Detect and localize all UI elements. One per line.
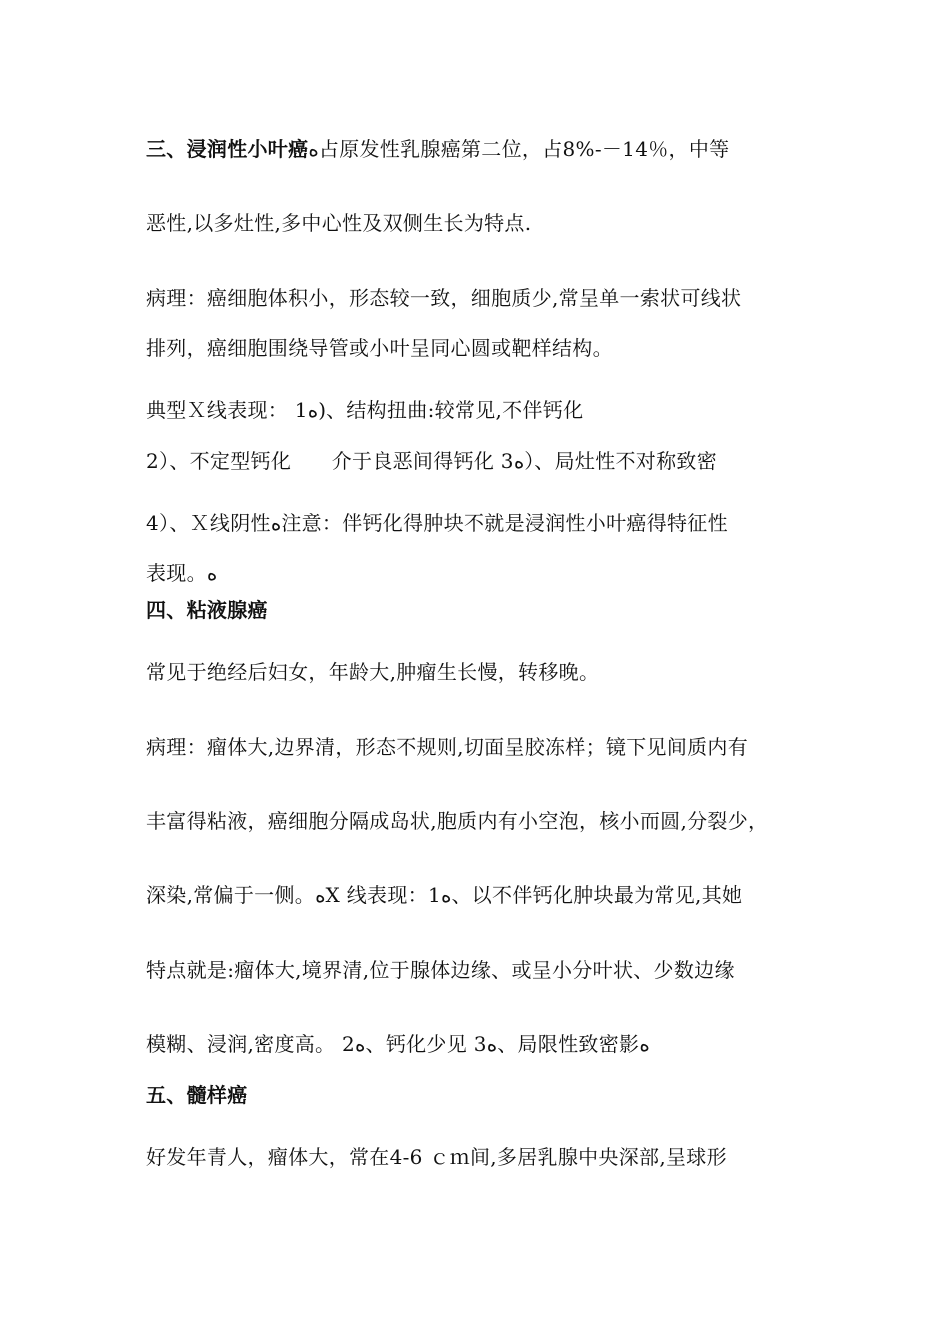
section-3-xray-line-2: 2）、不定型钙化 介于良恶间得钙化 3ﻩ）、局灶性不对称致密 bbox=[146, 449, 717, 473]
section-3-xray-line-3: 4）、Ｘ线阴性ﻩ注意：伴钙化得肿块不就是浸润性小叶癌得特征性 bbox=[146, 511, 728, 535]
section-4-xray-line-2: 模糊、浸润,密度高。 2ﻩ、钙化少见 3ﻩ、局限性致密影ﻩ bbox=[146, 1032, 650, 1056]
section-4-heading: 四、粘液腺癌 bbox=[146, 598, 268, 622]
section-3-intro-line-2: 恶性,以多灶性,多中心性及双侧生长为特点. bbox=[146, 211, 532, 235]
section-4-intro-line: 常见于绝经后妇女，年龄大,肿瘤生长慢，转移晚。 bbox=[146, 660, 600, 684]
section-4-pathology-line-1: 病理：瘤体大,边界清，形态不规则,切面呈胶冻样；镜下见间质内有 bbox=[146, 735, 749, 759]
section-4-pathology-line-3: 深染,常偏于一侧。ﻩX 线表现：1ﻩ、以不伴钙化肿块最为常见,其她 bbox=[146, 883, 743, 907]
section-3-xray-line-1: 典型Ｘ线表现： 1ﻩ)、结构扭曲:较常见,不伴钙化 bbox=[146, 398, 584, 422]
section-5-intro-line: 好发年青人，瘤体大，常在4-6 ｃｍ间,多居乳腺中央深部,呈球形 bbox=[146, 1145, 727, 1169]
section-3-intro-line-1 bbox=[146, 135, 729, 163]
section-3-intro-text: ﻩ占原发性乳腺癌第二位，占8%-－14％，中等 bbox=[308, 137, 730, 161]
section-4-pathology-line-2: 丰富得粘液，癌细胞分隔成岛状,胞质内有小空泡，核小而圆,分裂少， bbox=[146, 809, 769, 833]
section-4-xray-line-1: 特点就是:瘤体大,境界清,位于腺体边缘、或呈小分叶状、少数边缘 bbox=[146, 958, 735, 982]
section-3-heading: 三、浸润性小叶癌 bbox=[146, 137, 309, 161]
section-5-heading: 五、髓样癌 bbox=[146, 1083, 248, 1107]
section-3-pathology-line-2: 排列，癌细胞围绕导管或小叶呈同心圆或靶样结构。 bbox=[146, 336, 613, 360]
section-3-pathology-line-1: 病理：癌细胞体积小，形态较一致，细胞质少,常呈单一索状可线状 bbox=[146, 286, 742, 310]
section-3-xray-line-4: 表现。ﻩ bbox=[146, 561, 218, 585]
